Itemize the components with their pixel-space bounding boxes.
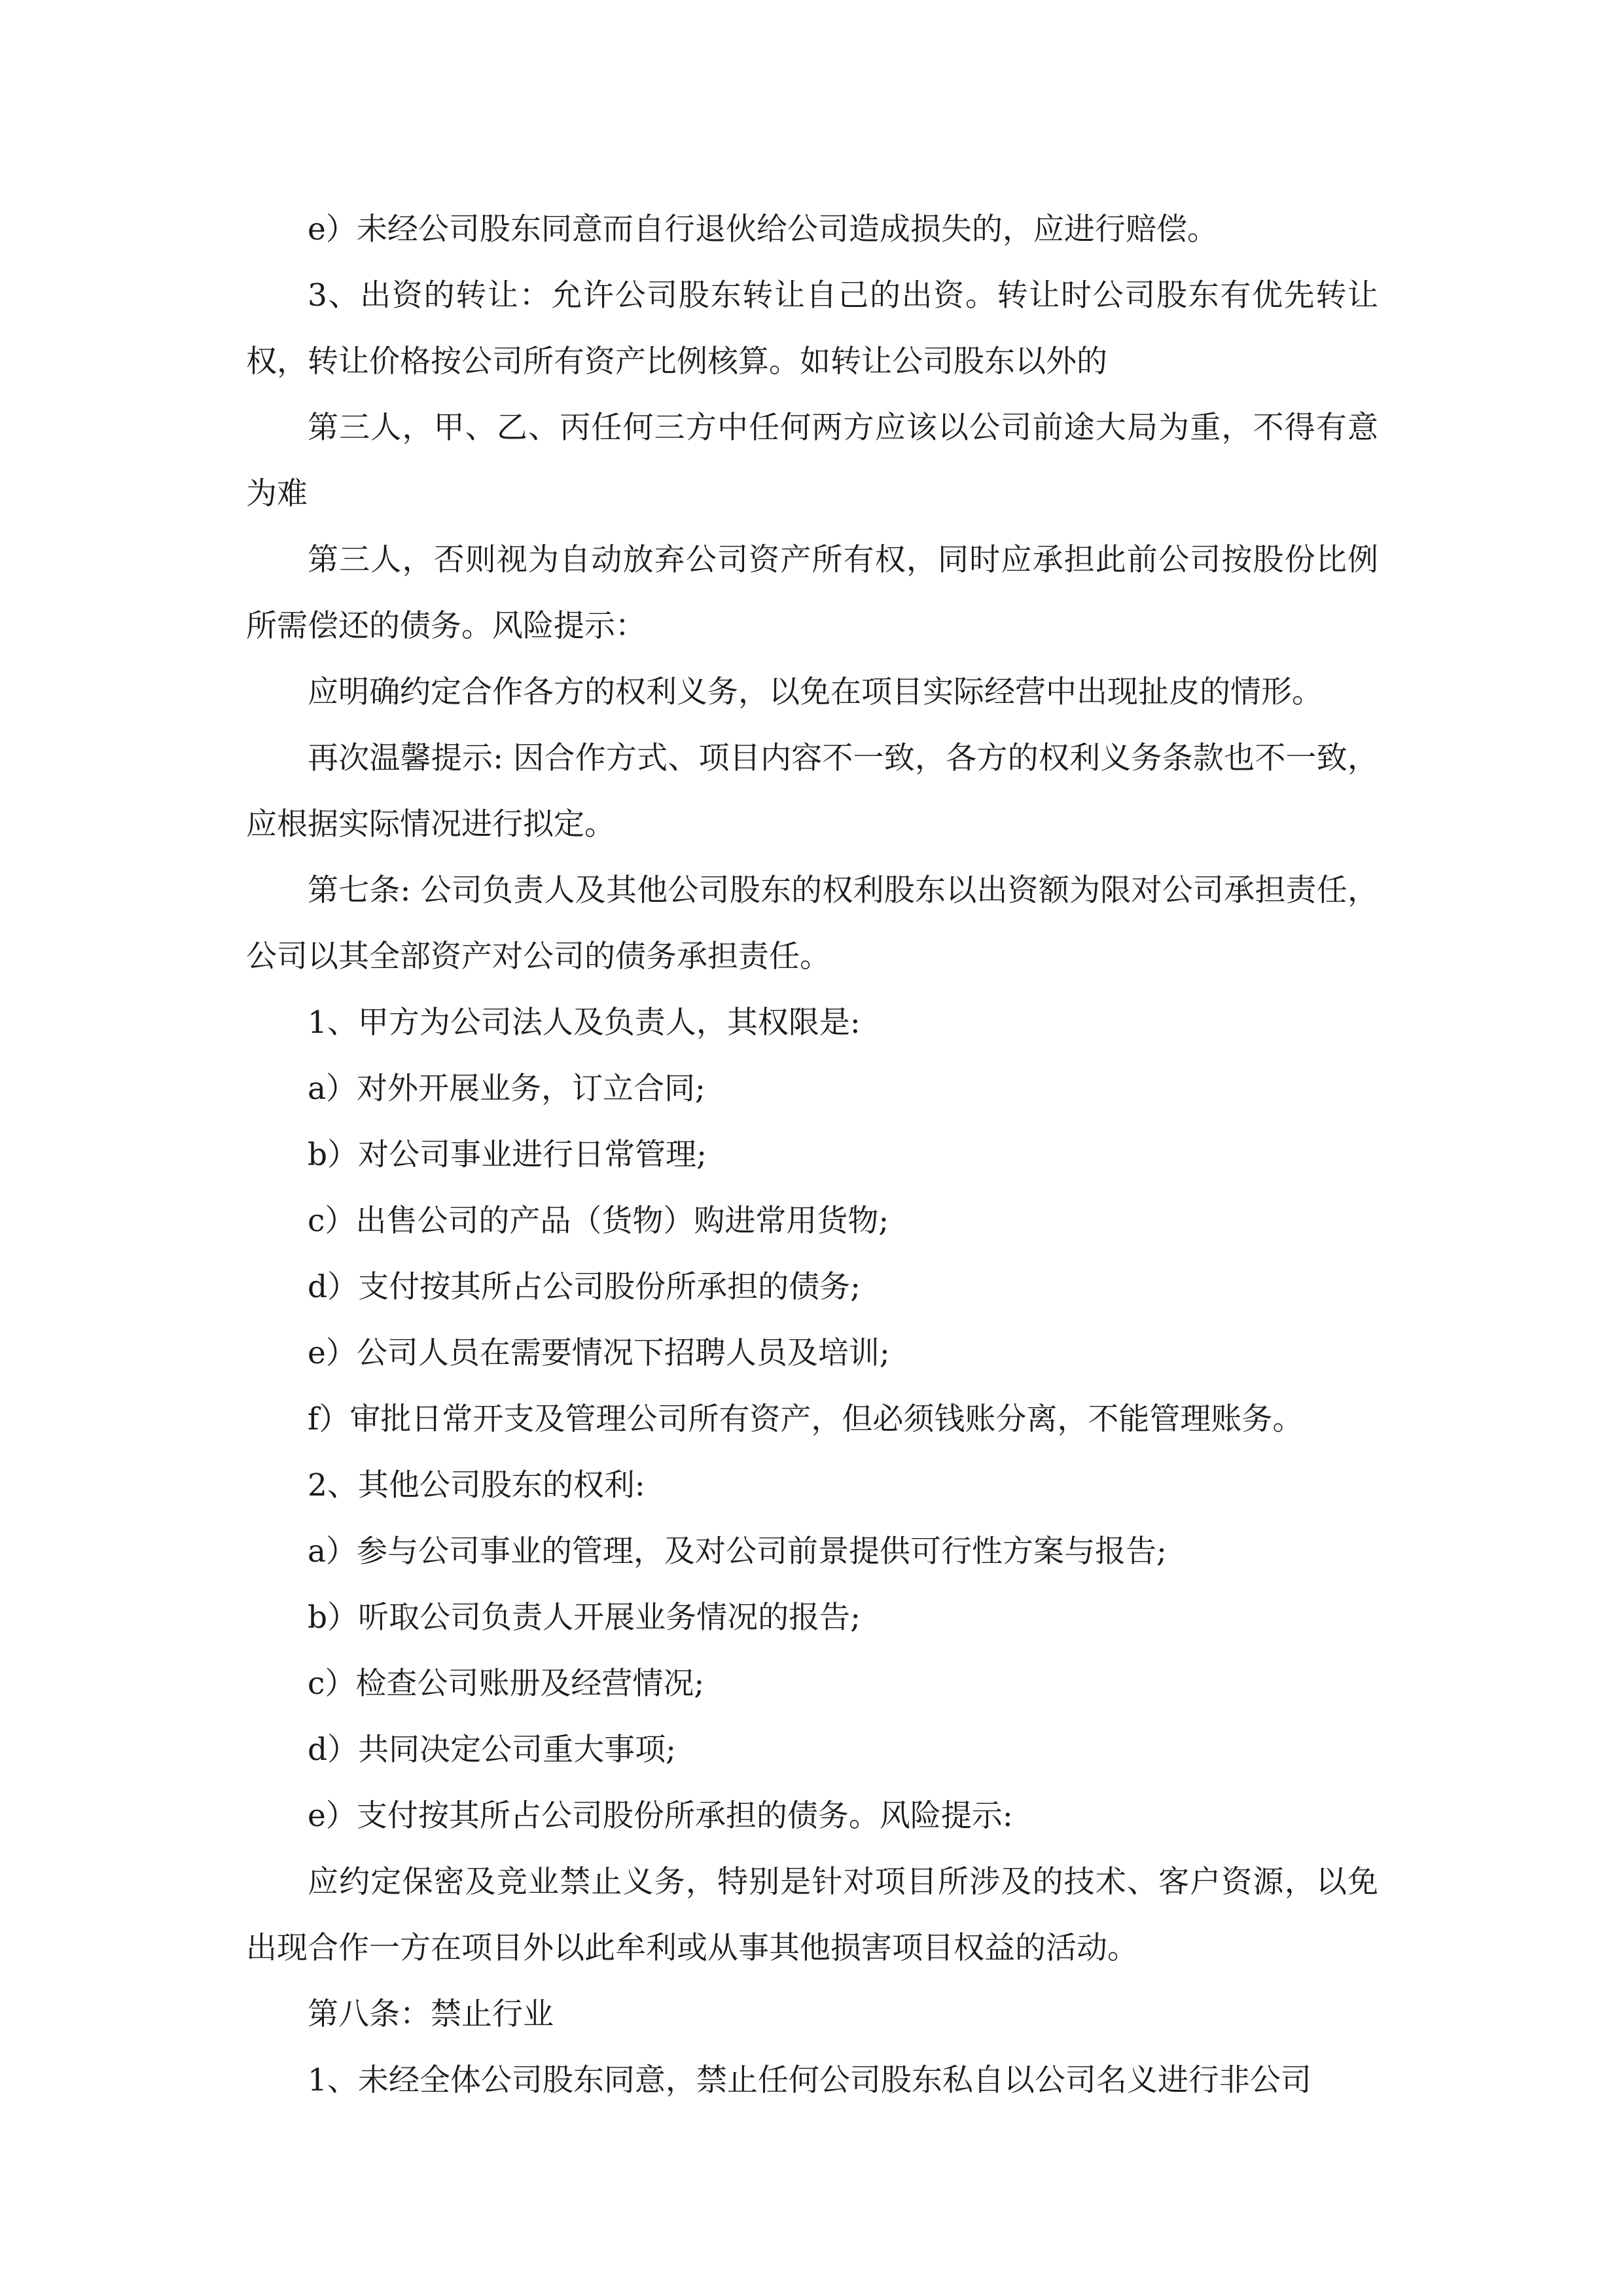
list-item-a-participate: a）参与公司事业的管理，及对公司前景提供可行性方案与报告; — [308, 1534, 1167, 1570]
list-item-b-management: b）对公司事业进行日常管理; — [308, 1137, 707, 1173]
list-item-d-debts: d）支付按其所占公司股份所承担的债务; — [308, 1269, 861, 1305]
list-item-e-recruiting: e）公司人员在需要情况下招聘人员及培训; — [308, 1335, 890, 1371]
paragraph-capital-transfer: 3、出资的转让：允许公司股东转让自己的出资。转让时公司股东有优先转让权，转让价格按公司所有资产比例核算。如转让公司股东以外的 — [246, 278, 1378, 380]
document-body — [246, 196, 1378, 2113]
paragraph-third-party-waiver: 第三人，否则视为自动放弃公司资产所有权，同时应承担此前公司按股份比例所需偿还的债务。风险提示： — [246, 542, 1378, 644]
paragraph-rights-obligations-note: 应明确约定合作各方的权利义务，以免在项目实际经营中出现扯皮的情形。 — [308, 674, 1323, 710]
paragraph-third-party-no-obstruction: 第三人，甲、乙、丙任何三方中任何两方应该以公司前途大局为重，不得有意为难 — [246, 410, 1378, 512]
paragraph-article-7: 第七条: 公司负责人及其他公司股东的权利股东以出资额为限对公司承担责任，公司以其全部资产对公司的债务承担责任。 — [246, 872, 1378, 975]
list-item-a-business: a）对外开展业务，订立合同; — [308, 1071, 705, 1107]
list-item-d-major-matters: d）共同决定公司重大事项; — [308, 1732, 676, 1768]
paragraph-article-8-item-1: 1、未经全体公司股东同意，禁止任何公司股东私自以公司名义进行非公司 — [308, 2062, 1311, 2098]
list-item-b-reports: b）听取公司负责人开展业务情况的报告; — [308, 1600, 861, 1636]
paragraph-article-8-heading: 第八条：禁止行业 — [308, 1996, 554, 2032]
paragraph-party-a-authority: 1、甲方为公司法人及负责人，其权限是: — [308, 1005, 861, 1041]
paragraph-confidentiality: 应约定保密及竞业禁止义务，特别是针对项目所涉及的技术、客户资源，以免出现合作一方在项目外以此牟利或从事其他损害项目权益的活动。 — [246, 1864, 1378, 1966]
list-item-f-expenses: f）审批日常开支及管理公司所有资产，但必须钱账分离，不能管理账务。 — [308, 1401, 1304, 1437]
list-item-c-inspect-books: c）检查公司账册及经营情况; — [308, 1666, 705, 1702]
paragraph-withdrawal-compensation: e）未经公司股东同意而自行退伙给公司造成损失的，应进行赔偿。 — [308, 211, 1218, 247]
paragraph-other-shareholder-rights: 2、其他公司股东的权利: — [308, 1467, 645, 1503]
list-item-e-pay-debts: e）支付按其所占公司股份所承担的债务。风险提示: — [308, 1798, 1013, 1834]
list-item-c-goods: c）出售公司的产品（货物）购进常用货物; — [308, 1203, 889, 1239]
paragraph-reminder: 再次温馨提示: 因合作方式、项目内容不一致，各方的权利义务条款也不一致，应根据实际情况进行拟定。 — [246, 740, 1378, 842]
